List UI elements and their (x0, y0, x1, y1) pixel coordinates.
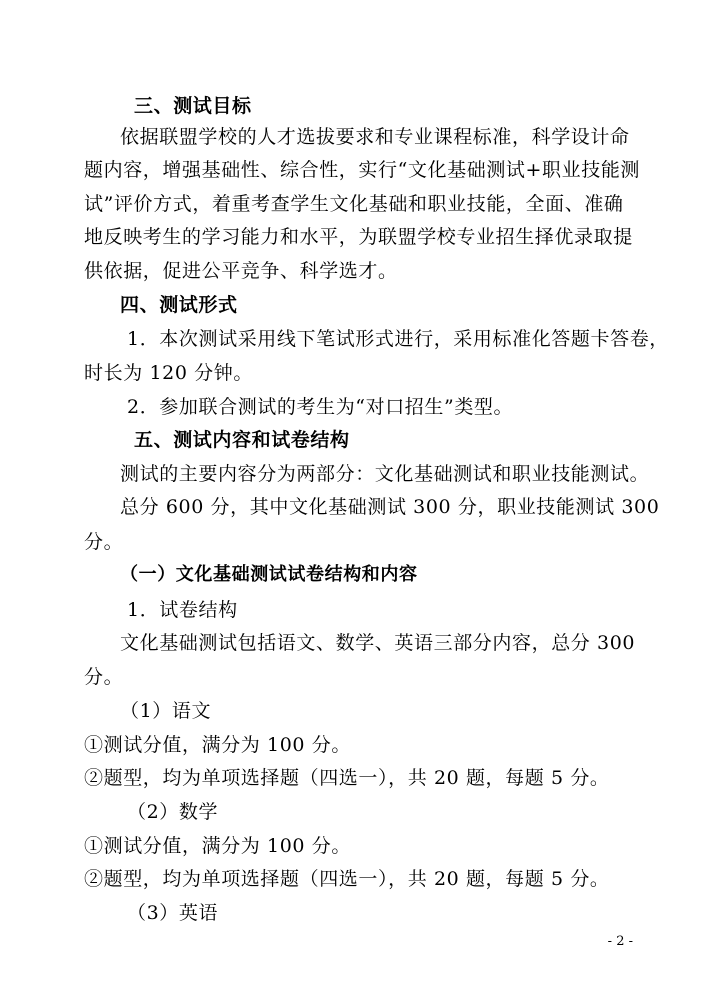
math-title: （2）数学 (127, 801, 219, 823)
section5-heading: 五、测试内容和试卷结构 (134, 429, 350, 451)
page-number: - 2 - (607, 934, 633, 949)
chinese-score: ①测试分值，满分为 100 分。 (84, 734, 351, 756)
structure-line: 分。 (84, 666, 124, 688)
section5-score-line: 总分 600 分，其中文化基础测试 300 分，职业技能测试 300 (120, 496, 660, 518)
section3-heading: 三、测试目标 (134, 95, 252, 117)
structure-title: 1．试卷结构 (127, 599, 238, 621)
section4-item2: 2．参加联合测试的考生为“对口招生”类型。 (127, 396, 514, 418)
section4-item1-line: 时长为 120 分钟。 (84, 362, 253, 384)
math-score: ①测试分值，满分为 100 分。 (84, 835, 351, 857)
chinese-title: （1）语文 (120, 700, 212, 722)
section4-item1-line: 1．本次测试采用线下笔试形式进行，采用标准化答题卡答卷， (127, 328, 669, 350)
section4-heading: 四、测试形式 (120, 294, 238, 316)
section3-para-line: 试”评价方式，着重考查学生文化基础和职业技能，全面、准确 (84, 193, 624, 215)
section3-para-line: 地反映考生的学习能力和水平，为联盟学校专业招生择优录取提 (84, 226, 633, 248)
section5-score-line: 分。 (84, 531, 124, 553)
subsection1-heading: （一）文化基础测试试卷结构和内容 (120, 564, 418, 585)
math-type: ②题型，均为单项选择题（四选一），共 20 题，每题 5 分。 (84, 868, 610, 890)
section5-intro: 测试的主要内容分为两部分：文化基础测试和职业技能测试。 (120, 463, 650, 485)
section3-para-line: 题内容，增强基础性、综合性，实行“文化基础测试+职业技能测 (84, 159, 641, 181)
english-title: （3）英语 (127, 902, 219, 924)
section3-para-line: 依据联盟学校的人才选拔要求和专业课程标准，科学设计命 (120, 126, 630, 148)
section3-para-line: 供依据，促进公平竞争、科学选才。 (84, 260, 398, 282)
chinese-type: ②题型，均为单项选择题（四选一），共 20 题，每题 5 分。 (84, 767, 610, 789)
structure-line: 文化基础测试包括语文、数学、英语三部分内容，总分 300 (120, 632, 636, 654)
